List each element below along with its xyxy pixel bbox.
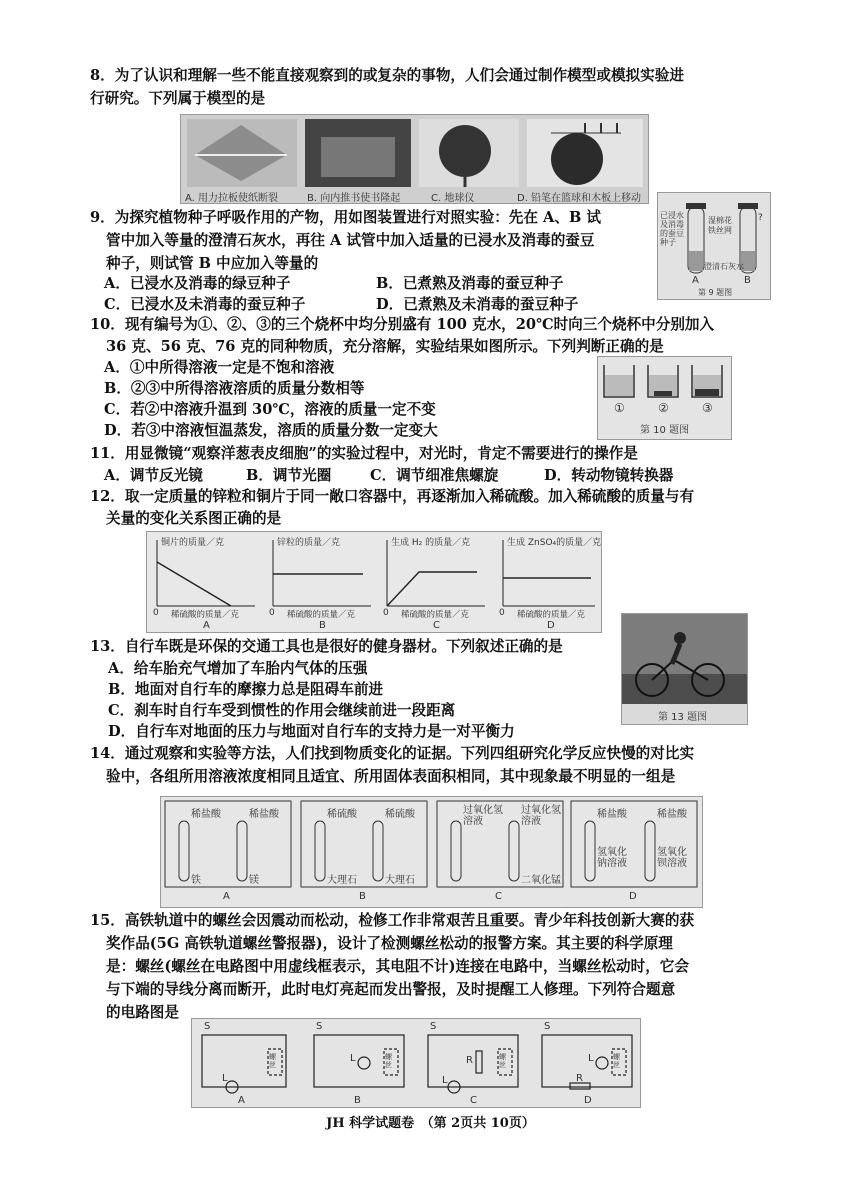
q15-figure — [191, 1018, 641, 1108]
q13-fig-caption: 第 13 题图 — [658, 712, 708, 723]
q12-origin-b: 0 — [269, 608, 275, 618]
q9-line1: 9．为探究植物种子呼吸作用的产物，用如图装置进行对照实验：先在 A、B 试 — [90, 209, 601, 226]
q13-option-c: C．刹车时自行车受到惯性的作用会继续前进一段距离 — [108, 702, 456, 719]
q15-c-switch: S — [430, 1021, 437, 1032]
q15-c-screw: 螺丝 — [499, 1053, 506, 1069]
q9-line2: 管中加入等量的澄清石灰水，再往 A 试管中加入适量的已浸水及消毒的蚕豆 — [106, 232, 595, 249]
q10-line1: 10．现有编号为①、②、③的三个烧杯中均分别盛有 100 克水，20℃时向三个烧杯中分别加入 — [90, 316, 715, 333]
q10-option-b: B．②③中所得溶液溶质的质量分数相等 — [104, 380, 365, 397]
q9-label-mesh: 铁丝网 — [708, 226, 732, 235]
q12-origin-d: 0 — [499, 608, 505, 618]
q14-line1: 14．通过观察和实验等方法，人们找到物质变化的证据。下列四组研究化学反应快慢的对比实 — [90, 745, 695, 762]
q15-d-switch: S — [544, 1021, 551, 1032]
q12-graph-b-xlabel: 稀硫酸的质量／克 — [287, 610, 356, 620]
q15-tag-d: D — [584, 1095, 592, 1106]
q14-b-liq2: 稀硫酸 — [385, 809, 415, 820]
q14-d-liq2: 稀盐酸 — [657, 809, 687, 820]
q14-b-tag: B — [359, 891, 366, 902]
q10-line2: 36 克、56 克、76 克的同种物质，充分溶解，实验结果如图所示。下列判断正确的是 — [106, 338, 664, 355]
q14-c-s2: 二氧化锰 — [521, 875, 561, 886]
q8-caption-a: A. 用力拉板使纸断裂 — [185, 193, 279, 204]
q14-a-s2: 镁 — [249, 875, 259, 886]
q12-graph-c-xlabel: 稀硫酸的质量／克 — [401, 610, 470, 620]
q15-tag-c: C — [470, 1095, 477, 1106]
q12-graph-a-xlabel: 稀硫酸的质量／克 — [171, 610, 240, 620]
q14-c-liq1: 过氧化氢溶液 — [463, 805, 503, 827]
q9-option-a: A．已浸水及消毒的绿豆种子 — [104, 275, 291, 292]
q14-c-liq2: 过氧化氢溶液 — [521, 805, 561, 827]
q14-a-liq2: 稀盐酸 — [249, 809, 279, 820]
q9-label-seeds: 已浸水及消毒的蚕豆种子 — [660, 211, 684, 247]
q14-b-s2: 大理石 — [385, 875, 415, 886]
q9-option-d: D．已煮熟及未消毒的蚕豆种子 — [376, 296, 579, 313]
q12-origin-a: 0 — [153, 608, 159, 618]
q15-a-switch: S — [204, 1021, 211, 1032]
q9-label-a: A — [692, 275, 699, 286]
q11-option-d: D．转动物镜转换器 — [544, 467, 674, 484]
q8-line1: 8．为了认识和理解一些不能直接观察到的或复杂的事物，人们会通过制作模型或模拟实验进 — [90, 67, 684, 84]
q9-label-cotton: 湿棉花 — [708, 216, 732, 225]
q13-line1: 13．自行车既是环保的交通工具也是很好的健身器材。下列叙述正确的是 — [90, 638, 563, 655]
q9-option-b: B．已煮熟及消毒的蚕豆种子 — [376, 275, 564, 292]
q14-b-liq1: 稀硫酸 — [327, 809, 357, 820]
q15-d-resistor: R — [576, 1073, 583, 1084]
q12-figure — [146, 531, 602, 633]
q10-beaker-1: ① — [614, 401, 625, 415]
q12-graph-a-tag: A — [203, 620, 210, 631]
q14-c-tag: C — [495, 891, 502, 902]
q8-caption-b: B. 向内推书使书隆起 — [307, 193, 401, 204]
q11-option-c: C．调节细准焦螺旋 — [370, 467, 499, 484]
q14-b-s1: 大理石 — [327, 875, 357, 886]
q15-line5: 的电路图是 — [106, 1004, 179, 1021]
q9-fig-caption: 第 9 题图 — [698, 288, 733, 297]
q11-line1: 11．用显微镜“观察洋葱表皮细胞”的实验过程中，对光时，肯定不需要进行的操作是 — [90, 445, 638, 462]
q15-line1: 15．高铁轨道中的螺丝会因震动而松动，检修工作非常艰苦且重要。青少年科技创新大赛的获 — [90, 912, 695, 929]
q14-line2: 验中，各组所用溶液浓度相同且适宜、所用固体表面积相同，其中现象最不明显的一组是 — [106, 768, 676, 785]
q14-a-liq1: 稀盐酸 — [191, 809, 221, 820]
q13-figure — [621, 613, 748, 725]
q12-graph-b-tag: B — [319, 620, 326, 631]
q9-label-b: B — [744, 275, 751, 286]
q14-d-s2: 氢氧化钡溶液 — [657, 847, 687, 869]
q12-origin-c: 0 — [383, 608, 389, 618]
q10-option-c: C．若②中溶液升温到 30℃，溶液的质量一定不变 — [104, 401, 436, 418]
q10-option-a: A．①中所得溶液一定是不饱和溶液 — [104, 359, 335, 376]
q14-d-s1: 氢氧化钠溶液 — [597, 847, 627, 869]
q12-graph-a-ylabel: 铜片的质量／克 — [161, 538, 225, 548]
q9-option-c: C．已浸水及未消毒的蚕豆种子 — [104, 296, 306, 313]
q15-c-lamp: L — [442, 1075, 448, 1086]
q10-beaker-3: ③ — [702, 401, 713, 415]
q8-figure — [180, 114, 649, 204]
q8-line2: 行研究。下列属于模型的是 — [90, 90, 266, 107]
q15-tag-b: B — [354, 1095, 361, 1106]
q14-a-s1: 铁 — [191, 875, 201, 886]
q15-b-lamp: L — [350, 1053, 356, 1064]
q12-graph-d-ylabel: 生成 ZnSO₄的质量／克 — [507, 538, 602, 548]
q15-b-screw: 螺丝 — [385, 1053, 392, 1069]
q11-option-a: A．调节反光镜 — [104, 467, 203, 484]
q8-caption-d: D. 铅笔在篮球和木板上移动 — [517, 193, 642, 204]
q14-figure — [160, 796, 703, 908]
q12-graph-d-tag: D — [547, 620, 555, 631]
q13-option-a: A．给车胎充气增加了车胎内气体的压强 — [108, 660, 368, 677]
q15-d-screw: 螺丝 — [613, 1053, 620, 1069]
q14-d-tag: D — [629, 891, 637, 902]
q15-a-screw: 螺丝 — [269, 1053, 276, 1069]
q12-line1: 12．取一定质量的锌粒和铜片于同一敞口容器中，再逐渐加入稀硫酸。加入稀硫酸的质量与有 — [90, 488, 695, 505]
q13-option-b: B．地面对自行车的摩擦力总是阻碍车前进 — [108, 681, 384, 698]
q10-fig-caption: 第 10 题图 — [640, 425, 690, 436]
q12-graph-c-tag: C — [433, 620, 440, 631]
q8-caption-c: C. 地球仪 — [431, 193, 475, 204]
q10-option-d: D．若③中溶液恒温蒸发，溶质的质量分数一定变大 — [104, 422, 438, 439]
q14-a-tag: A — [223, 891, 230, 902]
q15-tag-a: A — [238, 1095, 245, 1106]
q15-d-lamp: L — [588, 1053, 594, 1064]
page-footer: JH 科学试题卷 （第 2页共 10页） — [326, 1116, 535, 1131]
q15-a-lamp: L — [222, 1073, 228, 1084]
q9-label-limewater: 澄清石灰水 — [704, 262, 744, 271]
q12-graph-c-ylabel: 生成 H₂ 的质量／克 — [391, 538, 471, 548]
q9-line3: 种子，则试管 B 中应加入等量的 — [106, 255, 319, 272]
q15-c-resistor: R — [466, 1055, 473, 1066]
q10-beaker-2: ② — [658, 401, 669, 415]
q12-graph-d-xlabel: 稀硫酸的质量／克 — [517, 610, 586, 620]
q9-label-q: ? — [758, 213, 763, 223]
q9-figure — [657, 192, 771, 300]
q12-line2: 关量的变化关系图正确的是 — [106, 510, 282, 527]
q15-line3: 是：螺丝(螺丝在电路图中用虚线框表示，其电阻不计)连接在电路中，当螺丝松动时，它会 — [106, 958, 689, 975]
q15-line4: 与下端的导线分离而断开，此时电灯亮起而发出警报，及时提醒工人修理。下列符合题意 — [106, 981, 676, 998]
q13-option-d: D．自行车对地面的压力与地面对自行车的支持力是一对平衡力 — [108, 723, 515, 740]
q15-b-switch: S — [316, 1021, 323, 1032]
q12-graph-b-ylabel: 锌粒的质量／克 — [277, 538, 341, 548]
q10-figure — [597, 356, 732, 440]
q14-d-liq1: 稀盐酸 — [597, 809, 627, 820]
q15-line2: 奖作品(5G 高铁轨道螺丝警报器)，设计了检测螺丝松动的报警方案。其主要的科学原理 — [106, 935, 673, 952]
q11-option-b: B．调节光圈 — [246, 467, 332, 484]
